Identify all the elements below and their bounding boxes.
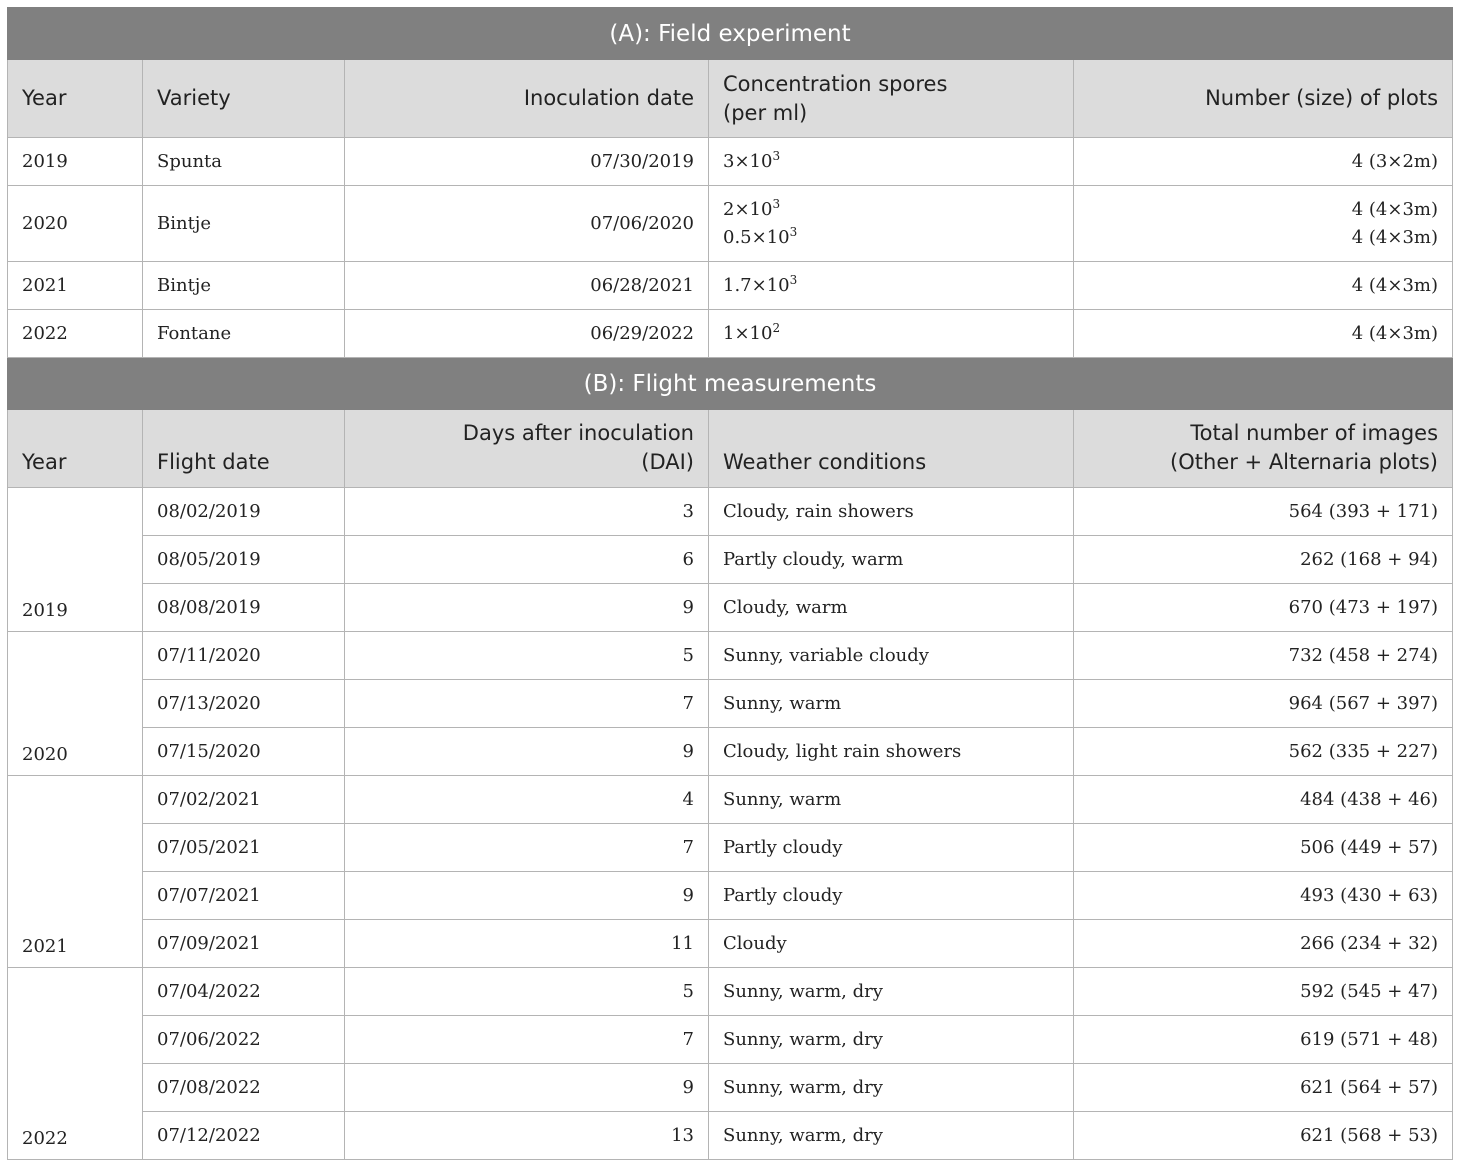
cell-concentration xyxy=(709,310,1074,358)
cell-plots xyxy=(1074,262,1453,310)
col-header-images-line1: Total number of images xyxy=(1190,421,1439,445)
cell-dai: 6 xyxy=(345,536,709,584)
cell-plots xyxy=(1074,310,1453,358)
cell-variety: Bintje xyxy=(143,186,345,262)
cell-weather: Cloudy, rain showers xyxy=(709,488,1074,536)
col-header-weather: Weather conditions xyxy=(709,410,1074,488)
table-row xyxy=(8,968,1453,1016)
col-header-year: Year xyxy=(8,60,143,138)
col-header-concentration xyxy=(709,60,1074,138)
table-row xyxy=(8,186,1453,262)
cell-weather: Sunny, warm, dry xyxy=(709,1064,1074,1112)
cell-images: 619 (571 + 48) xyxy=(1074,1016,1453,1064)
cell-inoculation-date: 07/06/2020 xyxy=(345,186,709,262)
cell-plots xyxy=(1074,186,1453,262)
table-row xyxy=(8,728,1453,776)
plots-value: 4 (4×3m) xyxy=(1351,322,1439,344)
table-row xyxy=(8,872,1453,920)
concentration-base: 1.7×10 xyxy=(723,274,790,296)
cell-images: 592 (545 + 47) xyxy=(1074,968,1453,1016)
cell-dai: 9 xyxy=(345,872,709,920)
cell-flight-date: 07/08/2022 xyxy=(143,1064,345,1112)
concentration-base: 2×10 xyxy=(723,198,773,220)
cell-year: 2021 xyxy=(8,262,143,310)
table-row xyxy=(8,680,1453,728)
cell-plots xyxy=(1074,138,1453,186)
concentration-value xyxy=(723,224,1059,252)
col-header-images xyxy=(1074,410,1453,488)
cell-variety: Spunta xyxy=(143,138,345,186)
col-header-flight-date: Flight date xyxy=(143,410,345,488)
section-b-column-headers xyxy=(8,410,1453,488)
col-header-dai-line1: Days after inoculation xyxy=(462,421,694,445)
cell-dai: 7 xyxy=(345,824,709,872)
cell-flight-date: 07/12/2022 xyxy=(143,1112,345,1160)
cell-images: 964 (567 + 397) xyxy=(1074,680,1453,728)
cell-flight-date: 07/13/2020 xyxy=(143,680,345,728)
table-row xyxy=(8,262,1453,310)
cell-concentration xyxy=(709,138,1074,186)
concentration-exponent: 3 xyxy=(789,272,798,287)
cell-concentration xyxy=(709,186,1074,262)
plots-value: 4 (4×3m) xyxy=(1351,274,1439,296)
cell-images: 493 (430 + 63) xyxy=(1074,872,1453,920)
cell-weather: Partly cloudy, warm xyxy=(709,536,1074,584)
concentration-value xyxy=(723,148,1059,176)
section-b-title: (B): Flight measurements xyxy=(8,358,1453,410)
cell-flight-date: 08/02/2019 xyxy=(143,488,345,536)
cell-images: 621 (568 + 53) xyxy=(1074,1112,1453,1160)
cell-variety: Bintje xyxy=(143,262,345,310)
cell-inoculation-date: 07/30/2019 xyxy=(345,138,709,186)
cell-weather: Cloudy, warm xyxy=(709,584,1074,632)
table-row xyxy=(8,632,1453,680)
concentration-base: 3×10 xyxy=(723,150,773,172)
cell-images: 506 (449 + 57) xyxy=(1074,824,1453,872)
cell-flight-date: 07/04/2022 xyxy=(143,968,345,1016)
concentration-exponent: 3 xyxy=(789,224,798,239)
cell-dai: 9 xyxy=(345,584,709,632)
section-b-header-row xyxy=(8,358,1453,410)
concentration-exponent: 3 xyxy=(772,196,781,211)
table-row xyxy=(8,1016,1453,1064)
concentration-value xyxy=(723,196,1059,224)
col-header-dai xyxy=(345,410,709,488)
cell-dai: 11 xyxy=(345,920,709,968)
cell-year: 2019 xyxy=(8,488,143,632)
cell-flight-date: 07/06/2022 xyxy=(143,1016,345,1064)
cell-dai: 5 xyxy=(345,632,709,680)
cell-year: 2021 xyxy=(8,776,143,968)
cell-flight-date: 08/05/2019 xyxy=(143,536,345,584)
plots-value: 4 (4×3m) xyxy=(1351,226,1439,248)
cell-weather: Sunny, variable cloudy xyxy=(709,632,1074,680)
table-row xyxy=(8,584,1453,632)
table-row xyxy=(8,1064,1453,1112)
cell-images: 621 (564 + 57) xyxy=(1074,1064,1453,1112)
cell-flight-date: 08/08/2019 xyxy=(143,584,345,632)
cell-weather: Partly cloudy xyxy=(709,872,1074,920)
concentration-base: 1×10 xyxy=(723,322,773,344)
table-row xyxy=(8,138,1453,186)
cell-year: 2019 xyxy=(8,138,143,186)
col-header-dai-line2: (DAI) xyxy=(641,450,694,474)
section-a-title: (A): Field experiment xyxy=(8,8,1453,60)
cell-dai: 7 xyxy=(345,680,709,728)
cell-dai: 9 xyxy=(345,728,709,776)
cell-year: 2022 xyxy=(8,968,143,1160)
cell-dai: 9 xyxy=(345,1064,709,1112)
cell-dai: 7 xyxy=(345,1016,709,1064)
cell-images: 562 (335 + 227) xyxy=(1074,728,1453,776)
cell-images: 262 (168 + 94) xyxy=(1074,536,1453,584)
cell-images: 266 (234 + 32) xyxy=(1074,920,1453,968)
cell-weather: Sunny, warm, dry xyxy=(709,1016,1074,1064)
cell-images: 670 (473 + 197) xyxy=(1074,584,1453,632)
cell-images: 564 (393 + 171) xyxy=(1074,488,1453,536)
cell-variety: Fontane xyxy=(143,310,345,358)
cell-weather: Sunny, warm, dry xyxy=(709,1112,1074,1160)
cell-flight-date: 07/05/2021 xyxy=(143,824,345,872)
cell-weather: Sunny, warm xyxy=(709,680,1074,728)
cell-dai: 5 xyxy=(345,968,709,1016)
table-row xyxy=(8,776,1453,824)
concentration-exponent: 3 xyxy=(772,148,781,163)
section-a-header-row xyxy=(8,8,1453,60)
cell-flight-date: 07/09/2021 xyxy=(143,920,345,968)
plots-value: 4 (3×2m) xyxy=(1351,150,1439,172)
cell-weather: Cloudy, light rain showers xyxy=(709,728,1074,776)
cell-images: 732 (458 + 274) xyxy=(1074,632,1453,680)
cell-dai: 13 xyxy=(345,1112,709,1160)
table-row xyxy=(8,1112,1453,1160)
cell-weather: Sunny, warm xyxy=(709,776,1074,824)
table-row xyxy=(8,824,1453,872)
concentration-exponent: 2 xyxy=(772,320,781,335)
data-table-container xyxy=(7,7,1452,1160)
cell-weather: Partly cloudy xyxy=(709,824,1074,872)
table-row xyxy=(8,536,1453,584)
col-header-concentration-line2: (per ml) xyxy=(723,100,808,125)
table-row xyxy=(8,920,1453,968)
cell-inoculation-date: 06/28/2021 xyxy=(345,262,709,310)
col-header-variety: Variety xyxy=(143,60,345,138)
cell-flight-date: 07/07/2021 xyxy=(143,872,345,920)
table-row xyxy=(8,488,1453,536)
col-header-inoculation-date: Inoculation date xyxy=(345,60,709,138)
table-row xyxy=(8,310,1453,358)
cell-flight-date: 07/02/2021 xyxy=(143,776,345,824)
cell-concentration xyxy=(709,262,1074,310)
concentration-base: 0.5×10 xyxy=(723,226,790,248)
cell-year: 2020 xyxy=(8,186,143,262)
cell-weather: Cloudy xyxy=(709,920,1074,968)
cell-flight-date: 07/15/2020 xyxy=(143,728,345,776)
concentration-value xyxy=(723,320,1059,348)
plots-value: 4 (4×3m) xyxy=(1351,198,1439,220)
experiment-table xyxy=(7,7,1453,1160)
cell-year: 2022 xyxy=(8,310,143,358)
cell-dai: 4 xyxy=(345,776,709,824)
section-a-column-headers xyxy=(8,60,1453,138)
cell-images: 484 (438 + 46) xyxy=(1074,776,1453,824)
col-header-concentration-line1: Concentration spores xyxy=(723,71,948,96)
cell-inoculation-date: 06/29/2022 xyxy=(345,310,709,358)
col-header-year: Year xyxy=(8,410,143,488)
cell-weather: Sunny, warm, dry xyxy=(709,968,1074,1016)
col-header-plots: Number (size) of plots xyxy=(1074,60,1453,138)
concentration-value xyxy=(723,272,1059,300)
cell-flight-date: 07/11/2020 xyxy=(143,632,345,680)
cell-dai: 3 xyxy=(345,488,709,536)
cell-year: 2020 xyxy=(8,632,143,776)
col-header-images-line2: (Other + Alternaria plots) xyxy=(1170,450,1439,474)
